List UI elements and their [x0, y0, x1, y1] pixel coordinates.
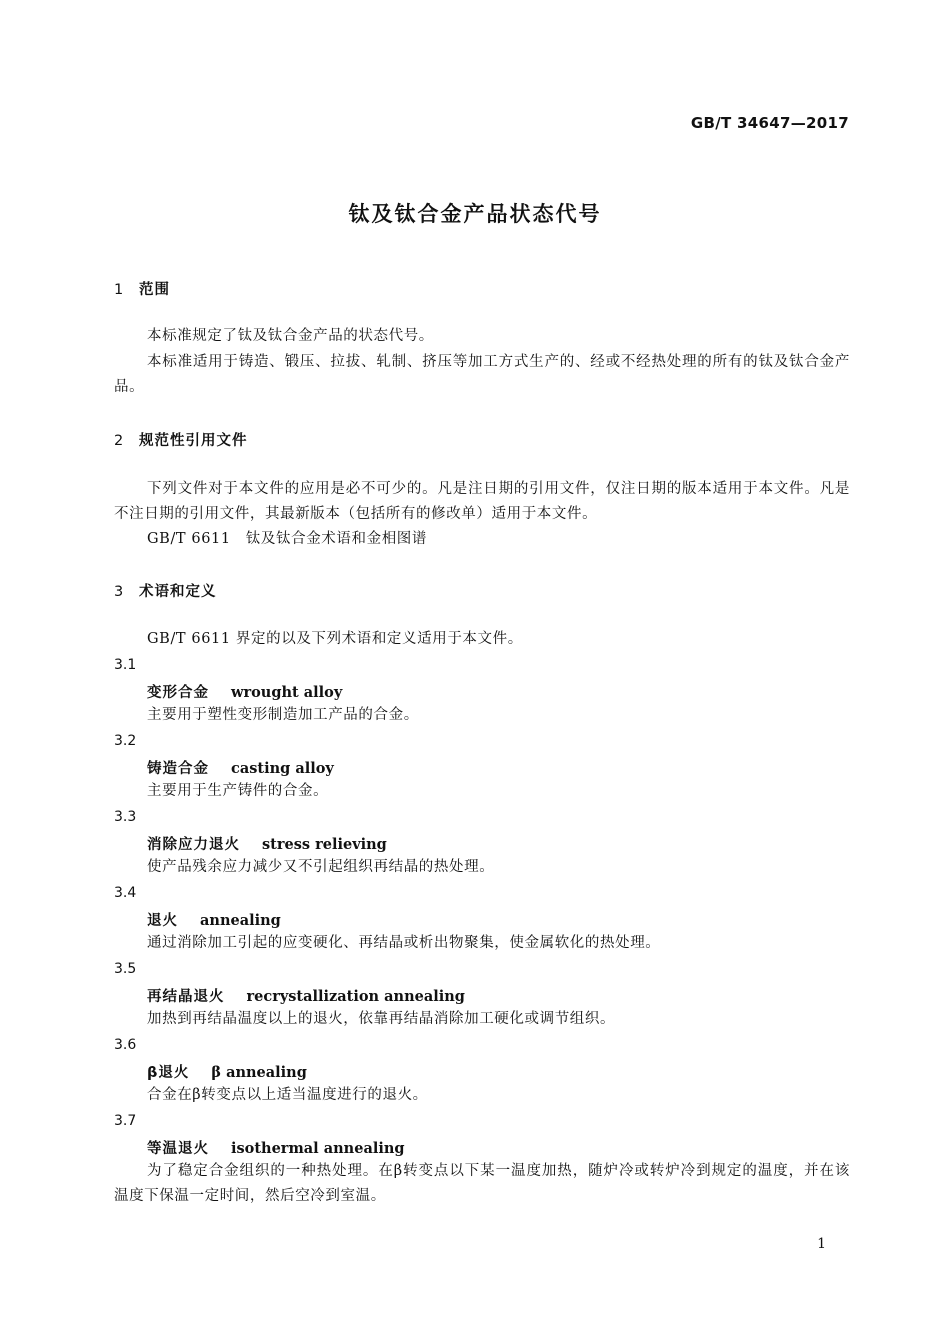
references-paragraph: 下列文件对于本文件的应用是必不可少的。凡是注日期的引用文件，仅注日期的版本适用于本文件。凡是不注日期的引用文件，其最新版本（包括所有的修改单）适用于本文件。: [114, 481, 850, 522]
term-number: 3.5: [114, 961, 137, 977]
term-number: 3.4: [114, 885, 137, 901]
section-heading-terms: [114, 580, 217, 601]
term-definition: 使产品残余应力减少又不引起组织再结晶的热处理。: [147, 859, 495, 875]
reference-item: GB/T 6611 钛及钛合金术语和金相图谱: [147, 531, 428, 547]
term-definition: 加热到再结晶温度以上的退火，依靠再结晶消除加工硬化或调节组织。: [147, 1011, 616, 1027]
term-number: 3.6: [114, 1037, 137, 1053]
page-number: 1: [817, 1236, 826, 1252]
standard-code: GB/T 34647—2017: [690, 114, 849, 132]
term-definition: 为了稳定合金组织的一种热处理。在β转变点以下某一温度加热，随炉冷或转炉冷到规定的温度，并在该温度下保温一定时间，然后空冷到室温。: [114, 1163, 850, 1204]
term-chinese: 等温退火: [147, 1141, 209, 1157]
term-title: [147, 681, 342, 702]
term-definition: 主要用于塑性变形制造加工产品的合金。: [147, 707, 419, 723]
term-english: wrought alloy: [231, 684, 343, 701]
term-chinese: 消除应力退火: [147, 837, 240, 853]
term-english: casting alloy: [231, 760, 334, 777]
term-chinese: 变形合金: [147, 685, 209, 701]
term-title: [147, 909, 281, 930]
term-english: recrystallization annealing: [246, 988, 465, 1005]
section-title: 规范性引用文件: [139, 433, 248, 449]
scope-paragraph-1: 本标准规定了钛及钛合金产品的状态代号。: [147, 328, 434, 344]
term-english: β annealing: [211, 1064, 307, 1081]
term-title: [147, 985, 465, 1006]
term-chinese: β退火: [147, 1065, 190, 1081]
section-number: 3: [114, 584, 125, 600]
terms-intro: GB/T 6611 界定的以及下列术语和定义适用于本文件。: [147, 631, 523, 647]
term-english: stress relieving: [262, 836, 387, 853]
term-number: 3.1: [114, 657, 137, 673]
term-definition: 通过消除加工引起的应变硬化、再结晶或析出物聚集，使金属软化的热处理。: [147, 935, 661, 951]
section-heading-normative-references: [114, 429, 248, 450]
term-definition: 主要用于生产铸件的合金。: [147, 783, 329, 799]
term-definition: 合金在β转变点以上适当温度进行的退火。: [147, 1087, 428, 1103]
section-title: 范围: [139, 282, 170, 298]
term-title: [147, 833, 387, 854]
term-chinese: 退火: [147, 913, 178, 929]
term-number: 3.3: [114, 809, 137, 825]
term-english: isothermal annealing: [231, 1140, 405, 1157]
term-chinese: 铸造合金: [147, 761, 209, 777]
section-number: 1: [114, 282, 125, 298]
section-heading-scope: [114, 278, 170, 299]
document-title: 钛及钛合金产品状态代号: [348, 202, 602, 226]
term-number: 3.7: [114, 1113, 137, 1129]
term-english: annealing: [200, 912, 281, 929]
term-title: [147, 757, 334, 778]
section-number: 2: [114, 433, 125, 449]
term-number: 3.2: [114, 733, 137, 749]
scope-paragraph-2: 本标准适用于铸造、锻压、拉拔、轧制、挤压等加工方式生产的、经或不经热处理的所有的钛及钛合金产品。: [114, 354, 850, 395]
term-title: [147, 1061, 307, 1082]
term-chinese: 再结晶退火: [147, 989, 225, 1005]
term-title: [147, 1137, 405, 1158]
section-title: 术语和定义: [139, 584, 217, 600]
